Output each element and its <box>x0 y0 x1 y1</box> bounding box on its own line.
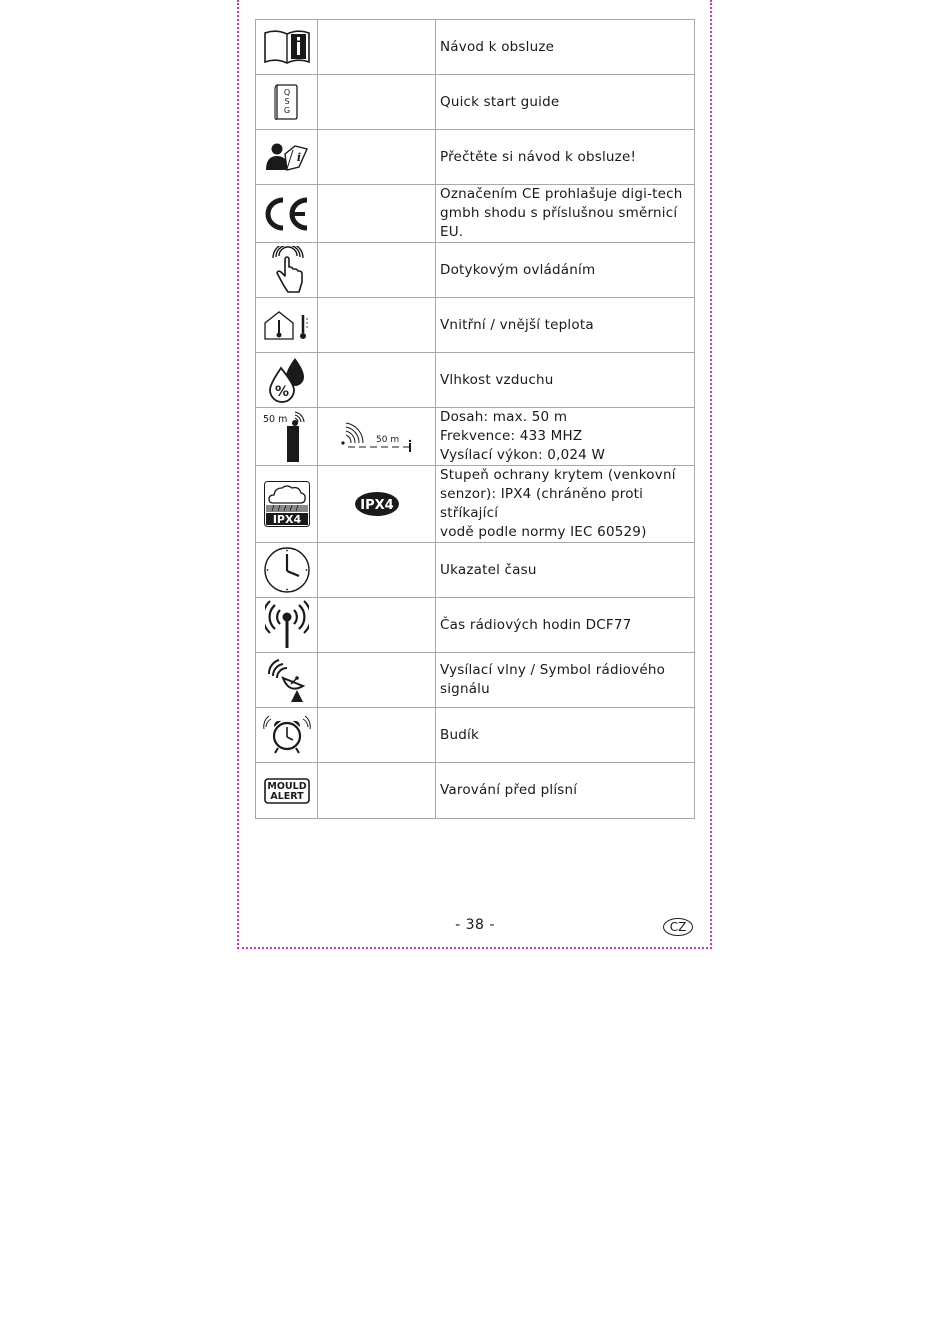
description-cell <box>436 598 695 653</box>
table-row <box>256 543 695 598</box>
indoor-outdoor-temperature-icon <box>263 309 311 341</box>
alarm-clock-icon <box>263 715 311 755</box>
symbol-cell-secondary <box>318 408 436 466</box>
sensor-range-label: 50 m <box>262 413 287 425</box>
table-row <box>256 763 695 819</box>
description-text: Varování před plísní <box>440 782 578 798</box>
symbol-cell-secondary <box>318 708 436 763</box>
page-number: - 38 - <box>455 917 495 933</box>
description-cell <box>436 353 695 408</box>
table-row <box>256 353 695 408</box>
description-cell <box>436 130 695 185</box>
symbol-cell <box>256 20 318 75</box>
transmission-range-icon <box>340 421 414 453</box>
table-row <box>256 708 695 763</box>
description-cell <box>436 298 695 353</box>
symbol-cell-secondary <box>318 75 436 130</box>
description-text: gmbh shodu s příslušnou směrnicí EU. <box>440 205 678 240</box>
table-row <box>256 408 695 466</box>
svg-text:%: % <box>274 384 289 400</box>
symbol-cell-secondary <box>318 653 436 708</box>
ipx4-badge-icon <box>354 491 400 517</box>
table-row <box>256 20 695 75</box>
description-text: Ukazatel času <box>440 561 537 578</box>
description-text: Budík <box>440 726 479 743</box>
description-cell <box>436 543 695 598</box>
symbol-cell <box>256 243 318 298</box>
table-row <box>256 243 695 298</box>
description-cell <box>436 653 695 708</box>
symbol-cell-secondary <box>318 353 436 408</box>
manual-book-info-icon <box>263 28 311 66</box>
description-text: vodě podle normy IEC 60529) <box>440 524 647 540</box>
clock-icon <box>263 546 311 594</box>
description-text: Quick start guide <box>440 93 560 110</box>
description-text: Frekvence: 433 MHZ <box>440 428 583 444</box>
symbol-cell-secondary <box>318 543 436 598</box>
qsg-letter: Q <box>283 88 290 97</box>
symbol-cell <box>256 185 318 243</box>
symbol-cell <box>256 408 318 466</box>
description-cell <box>436 75 695 130</box>
description-text: senzor): IPX4 (chráněno proti stříkající <box>440 486 644 521</box>
table-row <box>256 185 695 243</box>
symbol-cell <box>256 763 318 819</box>
table-row <box>256 598 695 653</box>
symbol-cell-secondary <box>318 185 436 243</box>
qsg-letter: G <box>283 106 290 115</box>
description-text: Označením CE prohlašuje digi-tech <box>440 186 683 202</box>
table-row <box>256 466 695 543</box>
symbol-cell-secondary <box>318 243 436 298</box>
table-row <box>256 130 695 185</box>
country-code-badge: CZ <box>663 918 693 936</box>
mould-alert-icon <box>264 778 310 804</box>
description-cell <box>436 20 695 75</box>
description-text: Vysílací výkon: 0,024 W <box>440 447 605 463</box>
description-text: Vnitřní / vnější teplota <box>440 316 594 333</box>
ipx4-cloud-rain-icon <box>264 481 310 527</box>
description-text: Vysílací vlny / Symbol rádiového <box>440 662 666 678</box>
description-cell <box>436 185 695 243</box>
symbol-cell-secondary <box>318 598 436 653</box>
symbol-cell <box>256 353 318 408</box>
symbol-cell-secondary <box>318 130 436 185</box>
description-text: Návod k obsluze <box>440 38 555 55</box>
ipx4-badge-label: IPX4 <box>359 498 394 513</box>
description-text: Dosah: max. 50 m <box>440 409 568 425</box>
description-text: Čas rádiových hodin DCF77 <box>440 616 632 633</box>
description-text: Stupeň ochrany krytem (venkovní <box>440 467 676 483</box>
symbol-cell <box>256 75 318 130</box>
symbol-cell <box>256 543 318 598</box>
table-row <box>256 298 695 353</box>
symbol-cell <box>256 598 318 653</box>
table-row <box>256 75 695 130</box>
ipx4-cloud-label: IPX4 <box>272 513 301 526</box>
quick-start-guide-icon <box>274 83 300 121</box>
humidity-drops-icon <box>267 356 307 404</box>
svg-text:i: i <box>296 151 301 164</box>
symbol-cell-secondary <box>318 466 436 543</box>
symbol-cell <box>256 466 318 543</box>
symbol-cell-secondary <box>318 763 436 819</box>
qsg-letter: S <box>283 97 290 106</box>
symbol-cell <box>256 130 318 185</box>
mould-label: MOULD <box>266 780 307 792</box>
ce-mark-icon <box>263 195 311 233</box>
description-text: signálu <box>440 681 490 697</box>
description-text: Vlhkost vzduchu <box>440 371 554 388</box>
touch-hand-icon <box>269 246 305 294</box>
read-manual-person-icon <box>265 142 309 172</box>
description-cell <box>436 243 695 298</box>
alert-label: ALERT <box>269 790 304 802</box>
description-cell <box>436 763 695 819</box>
symbol-cell <box>256 298 318 353</box>
symbol-cell-secondary <box>318 20 436 75</box>
table-row <box>256 653 695 708</box>
description-cell <box>436 408 695 466</box>
symbol-cell <box>256 708 318 763</box>
description-cell <box>436 466 695 543</box>
description-text: Přečtěte si návod k obsluze! <box>440 148 637 165</box>
symbols-table <box>255 19 695 819</box>
description-text: Dotykovým ovládáním <box>440 261 596 278</box>
satellite-dish-icon <box>265 656 309 704</box>
description-cell <box>436 708 695 763</box>
symbol-cell <box>256 653 318 708</box>
radio-antenna-icon <box>265 600 309 650</box>
symbol-cell-secondary <box>318 298 436 353</box>
transmission-range-label: 50 m <box>375 434 399 445</box>
sensor-range-icon <box>262 411 312 463</box>
